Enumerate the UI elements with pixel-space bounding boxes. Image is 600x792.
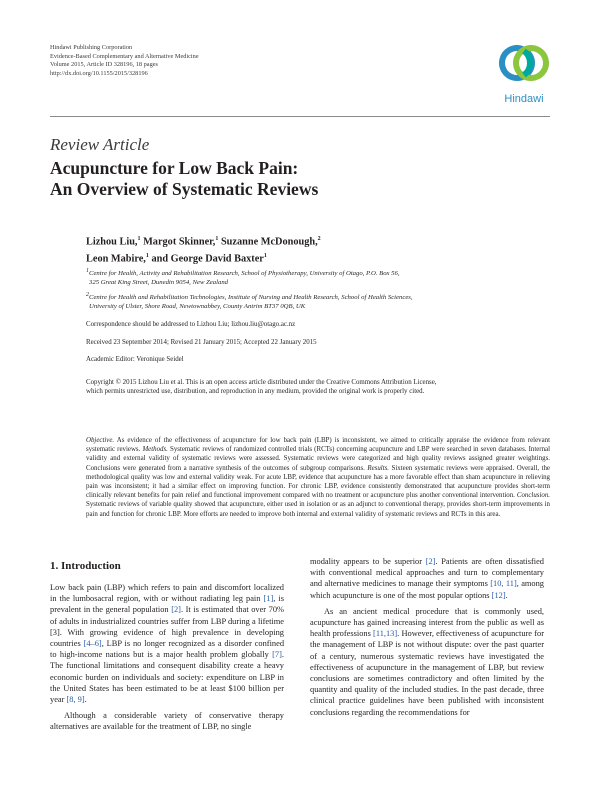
affiliation-marker: 1 [263,253,267,260]
abstract-label-objective: Objective. [86,437,115,444]
journal-name: Evidence-Based Complementary and Alternative Medicine [50,52,199,60]
paragraph-text: , LBP is no longer recognized as a disorder confined to high-income nations but is a major health problem globally [50,639,285,660]
author-name: Leon Mabire, [86,253,146,265]
author-line-2 [86,249,321,266]
affiliation-marker: 1 [215,236,219,242]
paragraph: Although a considerable variety of conservative therapy alternatives are available for the treatment of LBP, no single [50,711,284,732]
affiliation-number: 1 [86,268,89,274]
citation-link[interactable]: [8, 9] [66,695,85,705]
right-column [310,556,544,718]
citation-link[interactable]: [4–6] [83,639,102,649]
publisher-name: Hindawi Publishing Corporation [50,44,133,51]
paragraph [310,556,544,601]
abstract-label-conclusion: Conclusion. [516,492,550,500]
author-line-1 [86,232,321,249]
paragraph-text: , among which acupuncture is one of the most popular options [310,579,544,600]
hindawi-logo-icon [493,41,555,93]
paragraph [50,582,284,705]
affiliation-number: 2 [86,292,89,298]
article-type: Review Article [50,135,150,154]
paragraph-text: . [505,590,508,600]
abstract-methods: Systematic reviews of randomized controlled trials (RCTs) concerning acupuncture and LBP were searched in seven databases. Internal validity and external validity of systematic reviews were assessed. Systematic reviews were categorized and high quality reviews assigned greater weightings. Conclusions were generated from a narrative synthesis of the outcomes of subgroup comparisons. [86,446,550,472]
abstract-results: Sixteen systematic reviews were appraised. Overall, the methodological quality was low and external validity weak. For acute LBP, evidence that acupuncture has a more favorable effect than sham acupuncture in relieving pain was inconsistent; it had a similar effect on improving function. For chronic LBP, evidence consistently demonstrated that acupuncture provides short-term clinically relevant benefits for pain relief and functional improvement compared with no treatment or acupuncture plus another conventional intervention. [86,464,550,500]
article-dates: Received 23 September 2014; Revised 21 January 2015; Accepted 22 January 2015 [86,339,317,346]
author-name: and George David Baxter [148,253,264,265]
paragraph [310,606,544,718]
abstract [86,436,550,519]
citation-link[interactable]: [2] [425,557,436,566]
affiliation-text: Centre for Health, Activity and Rehabilitation Research, School of Physiotherapy, University of Otago, P.O. Box 56, [89,270,400,278]
abstract-label-methods: Methods. [142,446,168,454]
copyright-notice [86,378,556,396]
abstract-label-results: Results. [367,464,390,472]
abstract-objective: As evidence of the effectiveness of acupuncture for low back pain (LBP) is inconsistent, we aimed to critically appraise the evidence from relevant systematic reviews. [86,437,550,454]
affiliation-text: University of Ulster, Shore Road, Newtownabbey, County Antrim BT37 0QB, UK [89,303,306,311]
citation-link[interactable]: [12] [491,590,506,600]
affiliation-2 [86,291,556,311]
paragraph-text: . The functional limitations and consequent disability create a heavy economic burden on individuals and society: expenditure on LBP in the United States has been estimated to be at least $100 billion per year [50,650,284,705]
citation-link[interactable]: [7] [272,650,282,660]
citation-link[interactable]: [1] [263,594,274,604]
left-column [50,560,284,733]
citation-link[interactable]: [10, 11] [490,579,517,589]
citation-link[interactable]: [11,13] [373,629,398,639]
author-name: Lizhou Liu, [86,236,138,248]
header-divider [50,116,550,117]
title-line-1: Acupuncture for Low Back Pain: [50,158,299,178]
journal-info [50,44,199,78]
abstract-conclusion: Systematic reviews of variable quality showed that acupuncture, either used in isolation or as an adjunct to conventional therapy, provides short-term improvements in pain and function for chronic LBP. More efforts are needed to improve both internal and external validity of systematic reviews and RCTs in this area. [86,501,550,518]
affiliation-marker: 2 [317,236,321,242]
logo-wordmark: Hindawi [504,93,544,105]
paragraph-text: . [84,695,87,705]
copyright-line: which permits unrestricted use, distribution, and reproduction in any medium, provided the original work is properly cited. [86,388,425,395]
paragraph-text: Low back pain (LBP) which refers to pain and discomfort localized in the lumbosacral region, with or without radiating leg pain [50,583,284,604]
paragraph-text: . However, effectiveness of acupuncture for the management of LBP is not without dispute: over the past quarter of a century, numerous systematic reviews have investigated the effectiveness of acupuncture in the management of LBP, but review conclusions are sometimes contradictory and often limited by the quantity and quality of the included studies. In the past decade, three clinical practice guidelines have been published with inconsistent conclusions regarding the recommendations for [310,629,544,717]
correspondence: Correspondence should be addressed to Lizhou Liu; lizhou.liu@otago.ac.nz [86,321,296,328]
affiliation-marker: 1 [145,253,149,260]
paragraph-text: . It is estimated that over 70% of adults in industrialized countries suffer from LBP during a lifetime [3]. With growing evidence of high prevalence in developing countries [50,605,284,649]
affiliation-marker: 1 [137,236,141,242]
section-heading: 1. Introduction [50,560,121,572]
doi-link[interactable]: http://dx.doi.org/10.1155/2015/328196 [50,69,148,77]
affiliation-1 [86,267,556,287]
paragraph-text: modality appears to be superior [310,557,426,566]
author-list [86,232,321,267]
hindawi-logo [493,41,555,107]
affiliation-text: Centre for Health and Rehabilitation Technologies, Institute of Nursing and Health Research, School of Health Sciences, [89,294,413,302]
author-name: Suzanne McDonough, [218,236,318,248]
volume-info: Volume 2015, Article ID 328196, 18 pages [50,61,158,69]
copyright-line: Copyright © 2015 Lizhou Liu et al. This is an open access article distributed under the Creative Commons Attribution License, [86,379,437,386]
paragraph-text: As an ancient medical procedure that is commonly used, acupuncture has gained increasing interest from the public as well as health professions [310,606,544,639]
paragraph-text: , is prevalent in the general population [50,594,284,615]
author-name: Margot Skinner, [140,236,216,248]
article-title [50,158,318,200]
paragraph-text: . Patients are often dissatisfied with conventional medical approaches and turn to complementary and alternative medicines to manage their symptoms [310,557,544,589]
affiliation-text: 325 Great King Street, Dunedin 9054, New Zealand [89,279,229,287]
title-line-2: An Overview of Systematic Reviews [50,179,319,199]
citation-link[interactable]: [2] [171,605,181,615]
academic-editor: Academic Editor: Veronique Seidel [86,356,184,363]
